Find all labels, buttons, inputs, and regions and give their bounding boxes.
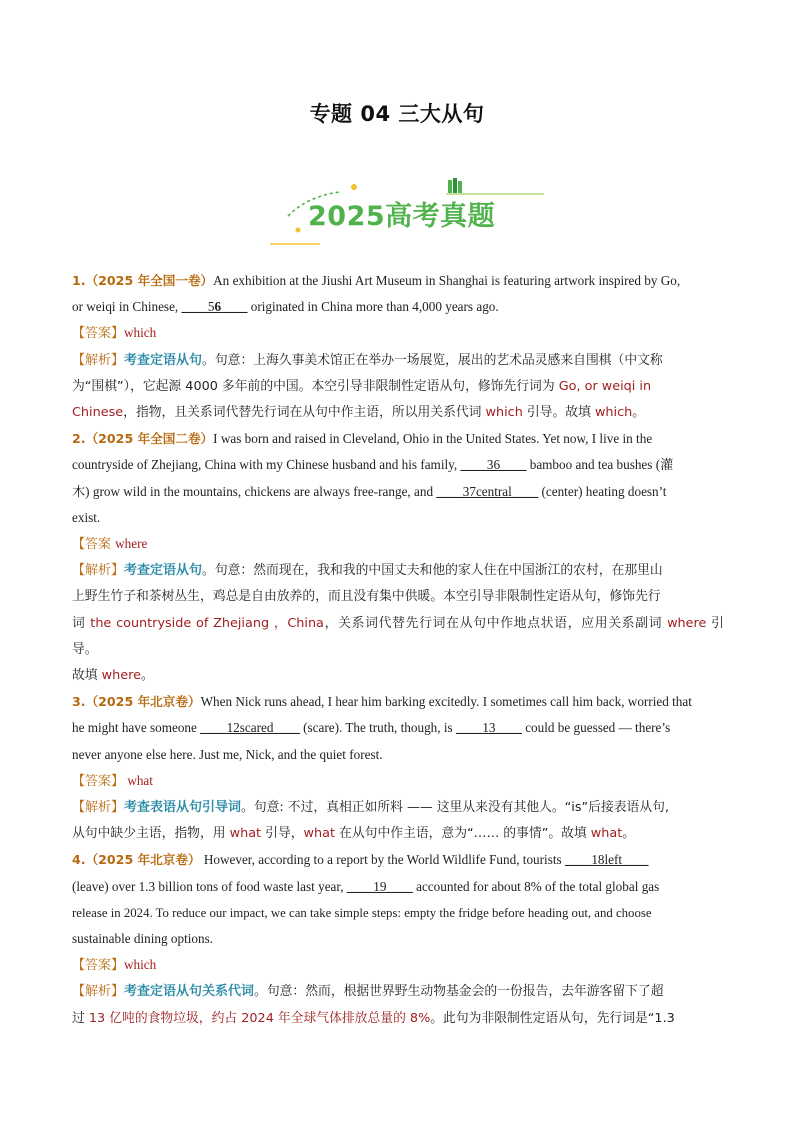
analysis-label: 【解析】 (72, 563, 125, 579)
question-4-line-3 (72, 900, 724, 926)
answer-blank: ____12scared____ (200, 720, 300, 736)
analysis-text: 。句意：然而，根据世界野生动物基金会的一份报告，去年游客留下了超 (254, 984, 664, 1000)
analysis-keyword: 考查定语从句 (124, 352, 203, 368)
analysis-text: Chinese (72, 405, 124, 421)
answer-value: what (124, 772, 153, 788)
answer-value: where (115, 536, 148, 552)
analysis-text: 引导。故填 (522, 405, 595, 421)
analysis (72, 374, 724, 400)
answer-label: 【答案】 (72, 773, 125, 789)
analysis-text: where (667, 615, 707, 631)
question-4 (72, 847, 724, 873)
analysis-text: what (229, 826, 262, 842)
analysis (72, 795, 724, 821)
dot-icon (351, 184, 357, 190)
question-text: accounted for about 8% of the total global gas (412, 878, 660, 894)
answer-label: 【答案 (72, 537, 116, 553)
analysis (72, 348, 724, 374)
question-3-line-3 (72, 742, 724, 768)
question-text: sustainable dining options. (72, 931, 214, 947)
analysis (72, 979, 724, 1005)
analysis-text: 故填 (72, 668, 102, 684)
analysis (72, 400, 724, 426)
banner-title: 2025高考真题 (308, 201, 496, 232)
question-text: I was born and raised in Cleveland, Ohio in the United States. Yet now, I live in the (213, 431, 653, 447)
question-text: When Nick runs ahead, I hear him barking excitedly. I sometimes call him back, worried that (200, 694, 692, 710)
analysis (72, 611, 724, 663)
question-source: （2025 年北京卷） (85, 694, 201, 710)
analysis-text: what (303, 826, 335, 842)
answer-value: which (124, 957, 157, 973)
answer-line (72, 320, 724, 347)
analysis-text: 上野生竹子和茶树丛生，鸡总是自由放养的，而且没有集中供暖。本空引导非限制性定语从句，修饰先行 (72, 589, 661, 605)
analysis-text: the countryside of Zhejiang ，China (90, 615, 324, 631)
analysis-text: 。句意：上海久事美术馆正在举办一场展览，展出的艺术品灵感来自围棋（中文称 (202, 352, 663, 368)
question-text: never anyone else here. Just me, Nick, and the quiet forest. (72, 746, 383, 762)
analysis-text: 引导， (261, 826, 304, 842)
question-number: 3. (72, 694, 86, 710)
question-text: (scare). The truth, though, is (299, 720, 456, 736)
analysis (72, 821, 724, 847)
answer-blank: ____36____ (460, 457, 527, 473)
content (72, 268, 724, 1032)
analysis-text: 在从句中作主语，意为“…… 的事情”。故填 (334, 826, 591, 842)
analysis-text: which (594, 405, 633, 421)
analysis-label: 【解析】 (72, 352, 125, 368)
question-source: （2025 年全国二卷） (85, 431, 214, 447)
answer-label: 【答案】 (72, 958, 125, 974)
analysis-text: what (590, 826, 623, 842)
analysis-label: 【解析】 (72, 800, 125, 816)
answer-label: 【答案】 (72, 326, 125, 342)
answer-blank: ____13____ (455, 720, 522, 736)
answer-blank: ____19____ (346, 878, 413, 894)
answer-line (72, 768, 724, 795)
section-banner (268, 176, 548, 248)
question-number: 2. (72, 431, 86, 447)
question-text: countryside of Zhejiang, China with my Chinese husband and his family, (72, 457, 461, 473)
question-2-line-4 (72, 505, 724, 531)
question-2-line-3 (72, 479, 724, 505)
analysis-text: 引导。 (72, 615, 724, 657)
analysis-text: 过 (72, 1010, 89, 1026)
question-text: release in 2024. To reduce our impact, we can take simple steps: empty the fridge before heading out, and choose (72, 905, 652, 920)
question-text: 木) grow wild in the mountains, chickens are always free-range, and (72, 483, 437, 499)
analysis-text: 。 (140, 668, 154, 684)
question-text: exist. (72, 509, 101, 525)
answer-line (72, 952, 724, 979)
analysis-text: 词 (72, 615, 91, 631)
question-source: （2025 年北京卷） (85, 852, 201, 868)
analysis-text: which (485, 405, 523, 421)
question-number: 4. (72, 852, 86, 868)
question-2-line-2 (72, 452, 724, 478)
analysis-label: 【解析】 (72, 984, 125, 1000)
analysis-text: 为“围棋”），它起源 4000 多年前的中国。本空引导非限制性定语从句，修饰先行词为 (72, 378, 559, 394)
question-1-line-2 (72, 294, 724, 320)
page-title: 专题 04 三大从句 (309, 102, 485, 126)
analysis-text: 。句意：然而现在，我和我的中国丈夫和他的家人住在中国浙江的农村，在那里山 (202, 563, 663, 579)
question-number: 1. (72, 273, 86, 288)
answer-blank: ____37central____ (436, 483, 539, 499)
books-icon (448, 178, 462, 193)
answer-line (72, 531, 724, 558)
analysis (72, 584, 724, 610)
analysis-text: 13 亿吨的食物垃圾，约占 2024 年全球气体排放总量的 8% (88, 1010, 431, 1026)
question-source: （2025 年全国一卷） (85, 273, 214, 288)
question-3-line-2 (72, 715, 724, 741)
analysis (72, 663, 724, 689)
analysis (72, 1006, 724, 1032)
analysis (72, 558, 724, 584)
question-text: could be guessed — there’s (521, 720, 671, 736)
question-text: (center) heating doesn’t (538, 483, 667, 499)
question-3 (72, 689, 724, 715)
analysis-keyword: 考查表语从句引导词 (124, 800, 242, 816)
dot-icon (296, 228, 301, 233)
question-text: he might have someone (72, 720, 201, 736)
analysis-text: ，指物，且关系词代替先行词在从句中作主语，所以用关系代词 (123, 405, 486, 421)
analysis-keyword: 考查定语从句 (124, 563, 203, 579)
analysis-text: 。 (632, 405, 646, 421)
analysis-text: Go, or weiqi in (558, 378, 652, 394)
question-text: An exhibition at the Jiushi Art Museum in Shanghai is featuring artwork inspired by Go, (213, 273, 681, 288)
question-4-line-2 (72, 874, 724, 900)
analysis-text: where (101, 668, 141, 684)
question-text: originated in China more than 4,000 years ago. (247, 299, 499, 315)
analysis-text: 。句意: 不过，真相正如所料 —— 这里从来没有其他人。“is”后接表语从句, (241, 800, 670, 816)
answer-blank: ____56____ (181, 299, 248, 315)
analysis-text: 。此句为非限制性定语从句，先行词是“1.3 (430, 1010, 675, 1026)
question-text: or weiqi in Chinese, (72, 299, 182, 315)
answer-blank: ____18left____ (564, 852, 649, 868)
question-4-line-4 (72, 926, 724, 952)
analysis-text: 从句中缺少主语，指物，用 (72, 826, 230, 842)
question-1 (72, 268, 724, 294)
question-text: bamboo and tea bushes (灌 (526, 457, 674, 473)
question-text: However, according to a report by the World Wildlife Fund, tourists (200, 852, 565, 868)
analysis-text: 。 (622, 826, 636, 842)
analysis-text: ，关系词代替先行词在从句中作地点状语，应用关系副词 (323, 615, 668, 631)
analysis-keyword: 考查定语从句关系代词 (124, 984, 255, 1000)
answer-value: which (124, 325, 157, 341)
question-text: (leave) over 1.3 billion tons of food waste last year, (72, 878, 347, 894)
question-2 (72, 426, 724, 452)
